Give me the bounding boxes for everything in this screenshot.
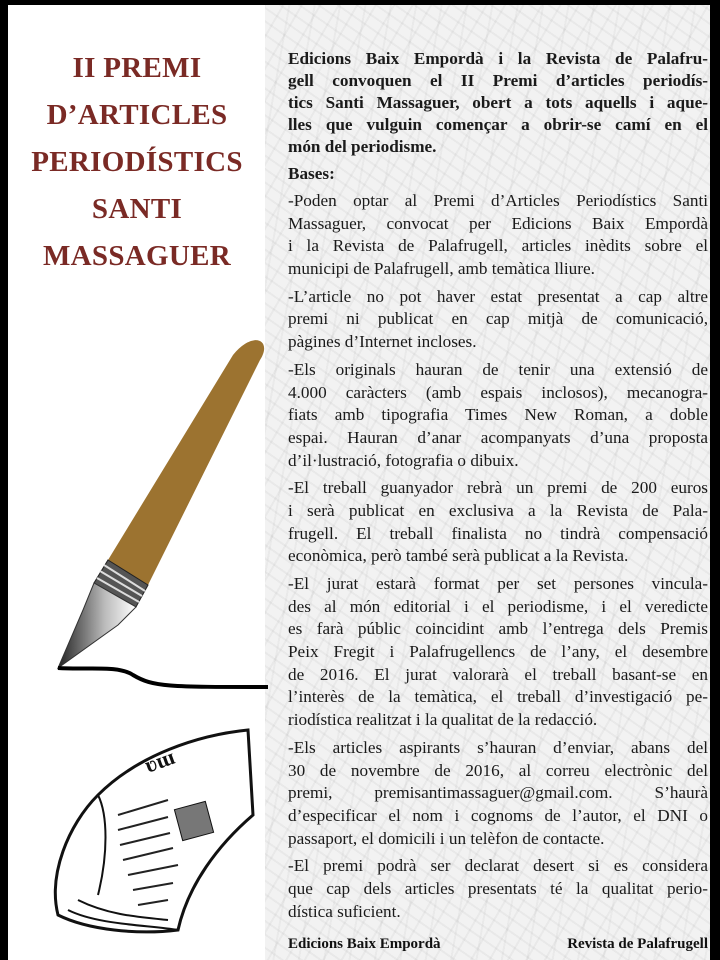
text-line: i la Revista de Palafrugell, articles inèdits sobre el	[288, 236, 708, 256]
text-line: -Els articles aspirants s’hauran d’enviar, abans del	[288, 737, 708, 757]
title-line: D’ARTICLES	[46, 99, 228, 131]
rule-paragraph	[288, 359, 708, 472]
text-line: riodística realitzat i la qualitat de la redacció.	[288, 710, 598, 730]
text-line: fiats amb tipografia Times New Roman, a doble	[288, 405, 708, 425]
rule-paragraph	[288, 573, 708, 732]
text-line: premi, premisantimassaguer@gmail.com. S’haurà	[288, 783, 708, 803]
text-line: l’interès de la temàtica, el treball d’investigació pe-	[288, 687, 708, 707]
text-line: de 2016. El jurat valorarà el treball basant-se en	[288, 664, 708, 684]
text-line: -Els originals hauran de tenir una extensió de	[288, 359, 708, 379]
svg-text:ʋɯ: ʋɯ	[141, 743, 178, 778]
text-line: Massaguer, convocat per Edicions Baix Empordà	[288, 213, 708, 233]
text-line: gell convoquen el II Premi d’articles periodís-	[288, 71, 708, 90]
bases-list	[288, 190, 708, 923]
text-line: 4.000 caràcters (amb espais inclosos), mecanogra-	[288, 382, 708, 402]
rule-paragraph	[288, 190, 708, 281]
text-line: Peix Fregit i Palafrugellencs de l’any, el desembre	[288, 642, 708, 662]
fountain-pen-icon	[28, 335, 268, 695]
text-line: es farà públic coincidint amb l’entrega dels Premis	[288, 619, 708, 639]
title-line: MASSAGUER	[43, 240, 231, 272]
poster	[8, 5, 710, 960]
poster-title	[8, 45, 266, 280]
rule-paragraph	[288, 477, 708, 568]
intro-paragraph	[288, 48, 708, 158]
text-line: i serà publicat en exclusiva a la Revista de Pala-	[288, 500, 708, 520]
text-column	[288, 48, 708, 923]
text-line: premi ni publicat en cap mitjà de comunicació,	[288, 309, 708, 329]
text-line: d’especificar el nom i cognoms de l’autor, el DNI o	[288, 805, 708, 825]
title-line: SANTI	[91, 193, 183, 225]
text-line: tics Santi Massaguer, obert a tots aquells i aque-	[288, 93, 708, 112]
text-line: municipi de Palafrugell, amb temàtica lliure.	[288, 259, 595, 279]
title-line: II PREMI	[72, 52, 202, 84]
text-line: -L’article no pot haver estat presentat a cap altre	[288, 286, 708, 306]
footer-publisher: Edicions Baix Empordà	[288, 936, 441, 952]
text-line: des al món editorial i el periodisme, i el veredicte	[288, 596, 708, 616]
rule-paragraph	[288, 855, 708, 923]
text-line: econòmica, però també serà publicat a la Revista.	[288, 546, 629, 566]
text-line: frugell. El treball finalista no tindrà compensació	[288, 523, 708, 543]
footer-magazine: Revista de Palafrugell	[567, 936, 708, 952]
text-line: passaport, el domicili i un telèfon de contacte.	[288, 828, 605, 848]
text-line: d’il·lustració, fotografia o dibuix.	[288, 450, 519, 470]
title-line: PERIODÍSTICS	[31, 146, 243, 178]
text-line: lles que vulguin començar a obrir-se camí en el	[288, 115, 708, 134]
text-line: -Poden optar al Premi d’Articles Periodístics Santi	[288, 191, 708, 210]
rule-paragraph	[288, 737, 708, 850]
text-line: Edicions Baix Empordà i la Revista de Palafru-	[288, 49, 708, 68]
text-line: 30 de novembre de 2016, al correu electrònic del	[288, 760, 708, 780]
text-line: -El premi podrà ser declarat desert si es considera	[288, 856, 708, 876]
text-line: món del periodisme.	[288, 137, 437, 156]
text-line: -El treball guanyador rebrà un premi de 200 euros	[288, 478, 708, 498]
footer	[288, 936, 708, 953]
text-line: dística suficient.	[288, 901, 401, 921]
newspaper-icon	[38, 725, 258, 935]
text-line: que cap dels articles presentats té la qualitat perio-	[288, 878, 708, 898]
text-line: -El jurat estarà format per set persones vincula-	[288, 574, 708, 593]
bases-heading: Bases:	[288, 164, 335, 183]
rule-paragraph	[288, 286, 708, 354]
text-line: pàgines d’Internet incloses.	[288, 332, 477, 352]
text-line: espai. Hauran d’anar acompanyats d’una proposta	[288, 427, 708, 447]
